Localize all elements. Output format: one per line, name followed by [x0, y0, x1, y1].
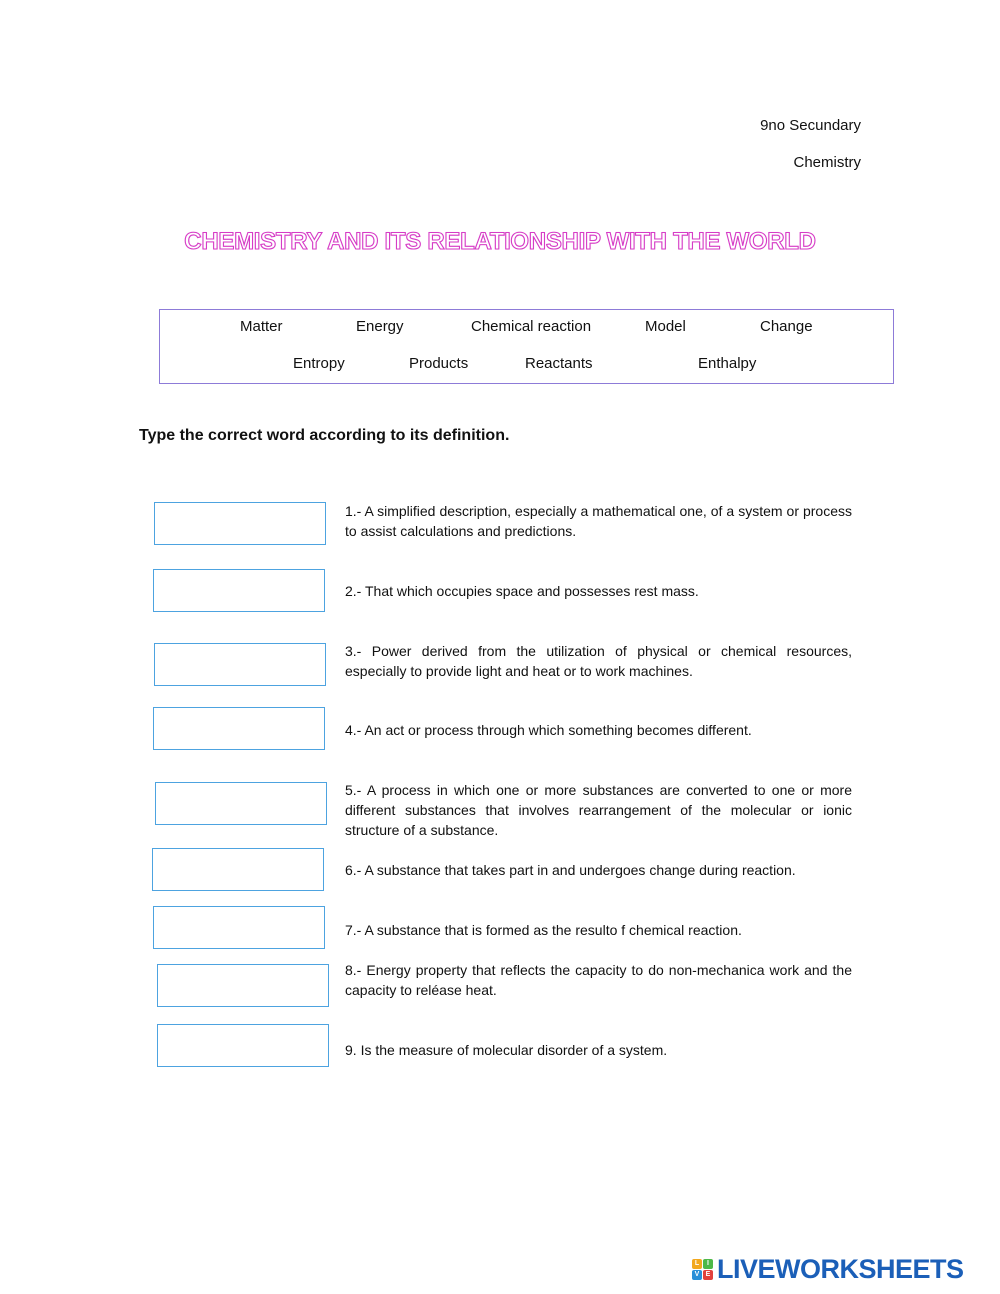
- logo-text: LIVEWORKSHEETS: [717, 1253, 964, 1284]
- word-bank-item-enthalpy: Enthalpy: [698, 355, 757, 372]
- answer-input-6[interactable]: [152, 848, 324, 891]
- answer-input-5[interactable]: [155, 782, 327, 825]
- word-bank-item-chemical-reaction: Chemical reaction: [471, 318, 592, 335]
- definition-3: 3.- Power derived from the utilization of physical or chemical resources, especially to provide light and heat or to work machines.: [345, 643, 852, 679]
- answer-input-8[interactable]: [157, 964, 329, 1007]
- answer-input-1[interactable]: [154, 502, 326, 545]
- instructions: Type the correct word according to its definition.: [139, 427, 510, 444]
- logo-mark-letter: L: [692, 1259, 702, 1269]
- grade-label: 9no Secundary: [760, 117, 861, 134]
- definition-9: 9. Is the measure of molecular disorder of a system.: [345, 1042, 668, 1058]
- word-bank-item-reactants: Reactants: [525, 355, 593, 372]
- logo-mark-letter: E: [703, 1270, 713, 1280]
- answer-input-3[interactable]: [154, 643, 326, 686]
- answer-input-7[interactable]: [153, 906, 325, 949]
- answer-input-4[interactable]: [153, 707, 325, 750]
- word-bank-item-change: Change: [760, 318, 813, 335]
- subject-label: Chemistry: [793, 154, 861, 171]
- word-bank-item-matter: Matter: [240, 318, 283, 335]
- logo-mark-letter: I: [703, 1259, 713, 1269]
- definition-5: 5.- A process in which one or more substances are converted to one or more different substances that involves rearrangement of the molecular or ionic structure of a substance.: [345, 782, 852, 838]
- logo-mark-letter: V: [692, 1270, 702, 1280]
- definition-6: 6.- A substance that takes part in and undergoes change during reaction.: [345, 862, 796, 878]
- answer-input-2[interactable]: [153, 569, 325, 612]
- word-bank: [159, 309, 894, 384]
- liveworksheets-logo: [692, 1254, 964, 1284]
- definition-8: 8.- Energy property that reflects the capacity to do non-mechanica work and the capacity to reléase heat.: [345, 962, 852, 998]
- worksheet-title: CHEMISTRY AND ITS RELATIONSHIP WITH THE WORLD: [184, 228, 816, 255]
- answer-input-9[interactable]: [157, 1024, 329, 1067]
- word-bank-item-energy: Energy: [356, 318, 404, 335]
- word-bank-item-entropy: Entropy: [293, 355, 345, 372]
- logo-mark-icon: [692, 1259, 713, 1280]
- definition-1: 1.- A simplified description, especially a mathematical one, of a system or process to assist calculations and predictions.: [345, 503, 852, 539]
- word-bank-item-model: Model: [645, 318, 686, 335]
- definition-4: 4.- An act or process through which something becomes different.: [345, 722, 752, 738]
- word-bank-item-products: Products: [409, 355, 469, 372]
- definition-2: 2.- That which occupies space and possesses rest mass.: [345, 583, 699, 599]
- definition-7: 7.- A substance that is formed as the resulto f chemical reaction.: [345, 922, 742, 938]
